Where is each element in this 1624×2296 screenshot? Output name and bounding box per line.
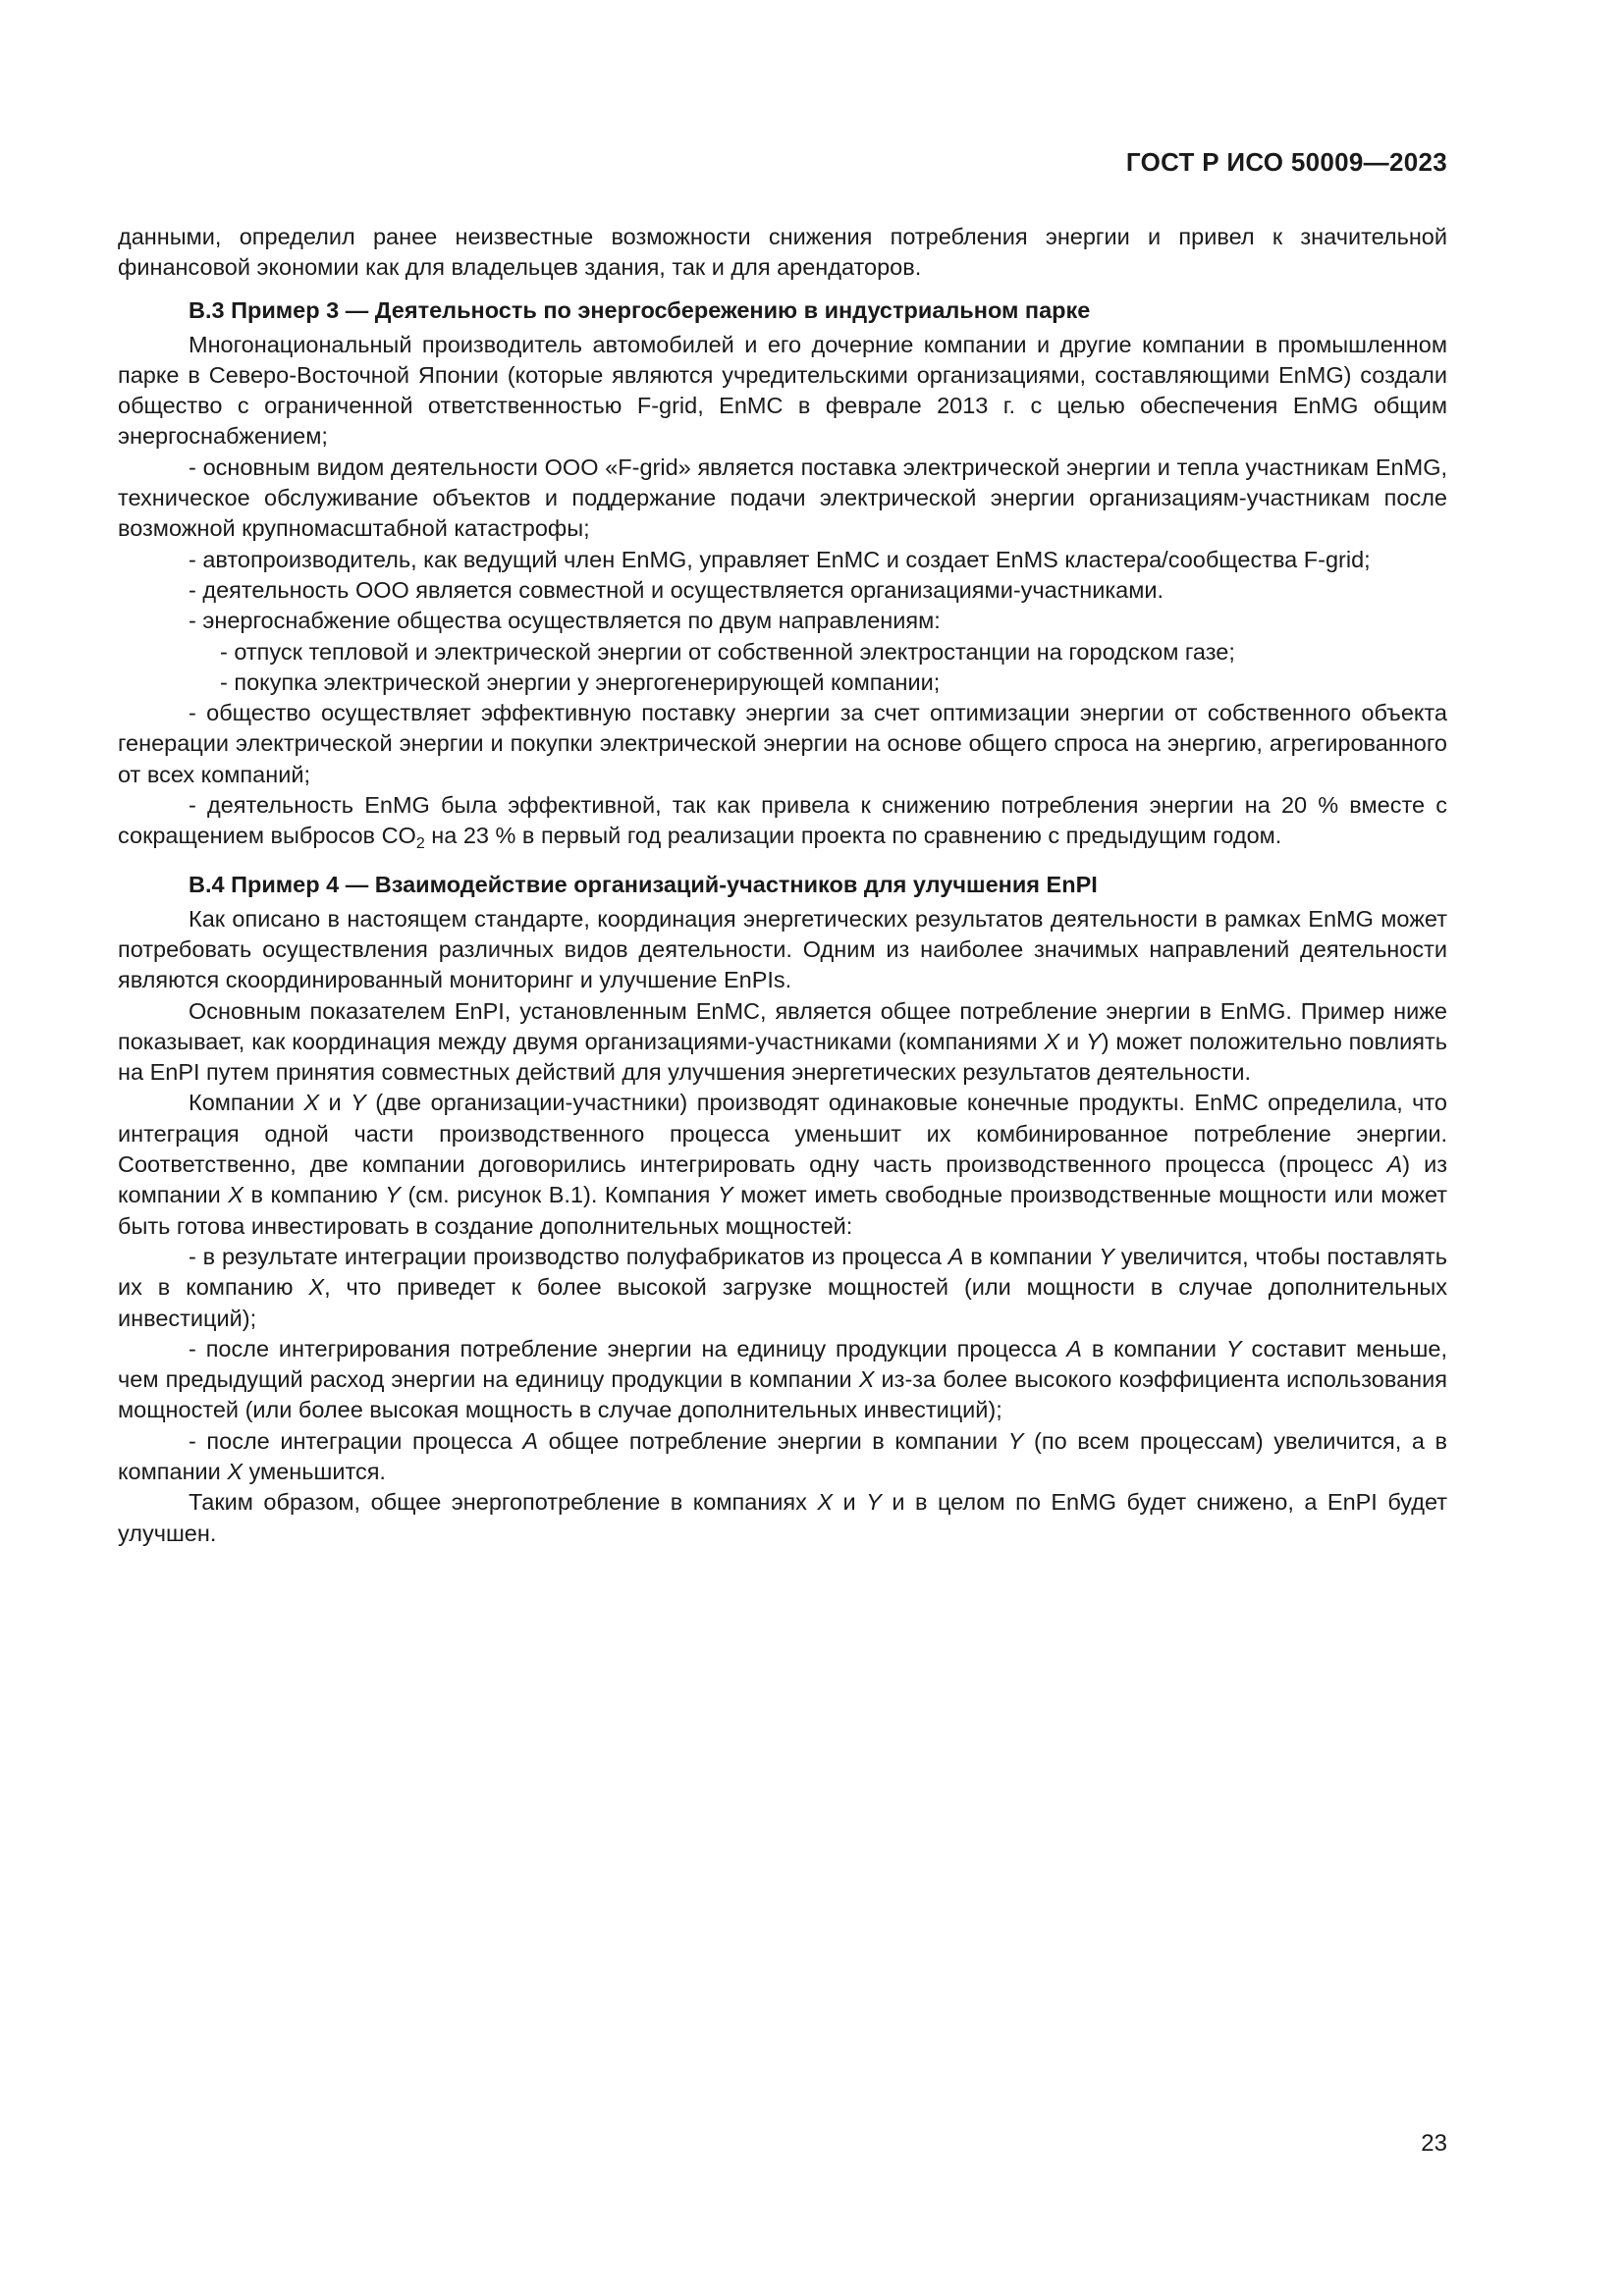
variable: Y [385, 1182, 401, 1208]
text-run: Таким образом, общее энергопотребление в компаниях [189, 1489, 818, 1516]
text-run: , что приведет к более высокой загрузке мощностей (или мощности в случае дополнительных инвестиций); [118, 1274, 1447, 1331]
variable: X [308, 1274, 325, 1301]
variable: Y [1086, 1028, 1102, 1054]
section-b4-paragraph-3 [118, 1088, 1447, 1241]
variable: X [227, 1458, 244, 1484]
section-b3-paragraph: Многонациональный производитель автомобилей и его дочерние компании и другие компании в промышленном парке в Северо-Восточной Японии (которые являются учредительскими организациями, составляющими EnMG) создали общество с ограниченной ответственностью F-grid, EnMC в феврале 2013 г. с целью обеспечения EnMG общим энергоснабжением; [118, 331, 1447, 450]
text-run: в компанию [243, 1182, 386, 1208]
list-item [118, 1426, 1447, 1488]
variable: Y [1007, 1427, 1024, 1454]
text-run: уменьшится. [243, 1458, 386, 1484]
document-body [118, 222, 1447, 1549]
variable: X [228, 1182, 244, 1208]
variable: A [1386, 1151, 1403, 1178]
text-run: в компании [1081, 1335, 1226, 1362]
variable: X [1044, 1028, 1060, 1054]
text-run: и в целом по EnMG будет снижено, а EnPI будет улучшен. [118, 1489, 1447, 1546]
variable: Y [1225, 1335, 1242, 1362]
list-item-co2 [118, 790, 1447, 852]
text-run: ) может положительно повлиять на EnPI путем принятия совместных действий для улучшения энергетических результатов деятельности. [118, 1028, 1447, 1086]
list-item: - деятельность ООО является совместной и осуществляется организациями-участниками. [189, 576, 1164, 603]
variable: Y [866, 1489, 882, 1516]
variable: X [858, 1366, 875, 1393]
variable: Y [1099, 1243, 1114, 1269]
list-item [118, 1334, 1447, 1426]
text-run: Основным показателем EnPI, установленным EnMC, является общее потребление энергии в EnMG. Пример ниже показывает, как координация между двумя организациями-участниками (компаниями [118, 997, 1447, 1054]
variable: X [817, 1489, 834, 1516]
variable: Y [351, 1090, 366, 1116]
subscript: 2 [415, 835, 425, 853]
text-run: составит меньше, чем предыдущий расход энергии на единицу продукции в компании [118, 1335, 1447, 1393]
text-run: - после интеграции процесса [189, 1427, 523, 1454]
variable: X [303, 1090, 320, 1116]
section-b3-heading: В.3 Пример 3 — Деятельность по энергосбережению в индустриальном парке [189, 296, 1091, 323]
text-run: (две организации-участники) производят одинаковые конечные продукты. EnMC определила, что интеграция одной части производственного процесса уменьшит их комбинированное потребление энергии. Соответственно, две компании договорились интегрировать одну часть производственного процесса (процесс [118, 1090, 1447, 1178]
standard-designation: ГОСТ Р ИСО 50009—2023 [1125, 147, 1447, 177]
text-run: ) из компании [118, 1151, 1447, 1208]
text-run: - в результате интеграции производство полуфабрикатов из процесса [189, 1243, 948, 1269]
list-item: - энергоснабжение общества осуществляется по двум направлениям: [189, 608, 941, 634]
list-item: - основным видом деятельности ООО «F-grid» является поставка электрической энергии и тепла участникам EnMG, техническое обслуживание объектов и поддержание подачи электрической энергии организациям-участникам после возможной крупномасштабной катастрофы; [118, 454, 1447, 542]
section-b4-paragraph-1: Как описано в настоящем стандарте, координация энергетических результатов деятельности в рамках EnMG может потребовать осуществления различных видов деятельности. Одним из наиболее значимых направлений деятельности являются скоординированный мониторинг и улучшение EnPIs. [118, 905, 1447, 993]
text-run: (по всем процессам) увеличится, а в компании [118, 1427, 1448, 1484]
text-run: в компании [963, 1243, 1100, 1269]
sub-list-item: - отпуск тепловой и электрической энергии от собственной электростанции на городском газе; [220, 638, 1235, 665]
text-run: и [319, 1090, 352, 1116]
sub-list-item: - покупка электрической энергии у энергогенерирующей компании; [220, 668, 941, 695]
text-run: - деятельность EnMG была эффективной, так как привела к снижению потребления энергии на 20 % вместе с сокращением выбросов CO [118, 792, 1447, 849]
variable: A [947, 1243, 964, 1269]
list-item: - автопроизводитель, как ведущий член EnMG, управляет EnMC и создает EnMS кластера/сообщества F-grid; [189, 546, 1371, 572]
variable: A [522, 1427, 538, 1454]
text-run: может иметь свободные производственные мощности или может быть готова инвестировать в создание дополнительных мощностей: [118, 1182, 1448, 1239]
conclusion-paragraph [118, 1487, 1447, 1549]
section-b4-paragraph-2 [118, 996, 1447, 1089]
text-run: Компании [189, 1090, 304, 1116]
list-item [118, 1242, 1447, 1334]
text-run: и [1059, 1028, 1087, 1054]
variable: A [1066, 1335, 1082, 1362]
intro-continuation-paragraph: данными, определил ранее неизвестные возможности снижения потребления энергии и привел к значительной финансовой экономии как для владельцев здания, так и для арендаторов. [118, 224, 1447, 281]
variable: Y [717, 1182, 733, 1208]
text-run: общее потребление энергии в компании [538, 1427, 1008, 1454]
list-item: - общество осуществляет эффективную поставку энергии за счет оптимизации энергии от собственного объекта генерации электрической энергии и покупки электрической энергии на основе общего спроса на энергию, агрегированного от всех компаний; [118, 700, 1447, 787]
text-run: на 23 % в первый год реализации проекта по сравнению с предыдущим годом. [424, 823, 1282, 849]
text-run: - после интегрирования потребление энергии на единицу продукции процесса [189, 1335, 1067, 1362]
text-run: (см. рисунок В.1). Компания [400, 1182, 718, 1208]
text-run: из-за более высокого коэффициента использования мощностей (или более высокая мощность в случае дополнительных инвестиций); [118, 1366, 1447, 1423]
text-run: увеличится, чтобы поставлять их в компанию [118, 1243, 1447, 1301]
text-run: и [833, 1489, 867, 1516]
page-number: 23 [1421, 2130, 1447, 2157]
section-b4-heading: В.4 Пример 4 — Взаимодействие организаций-участников для улучшения EnPI [189, 871, 1098, 897]
